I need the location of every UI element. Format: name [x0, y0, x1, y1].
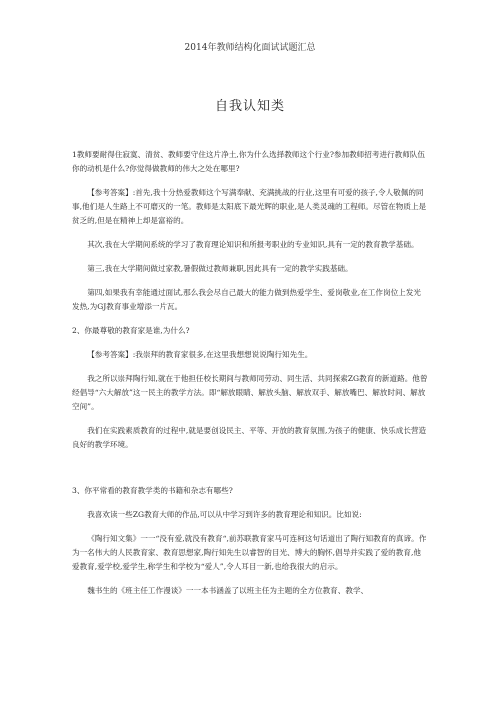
section-title: 自我认知类	[214, 99, 285, 114]
answer-3-paragraph-1: 我喜欢读一些ZG教育大师的作品,可以从中学习到许多的教育理论和知识。比如说:	[87, 510, 362, 519]
document-title: 2014年教师结构化面试试题汇总	[184, 43, 316, 53]
answer-1-paragraph-2: 其次,我在大学期间系统的学习了教育理论知识和所报考职业的专业知识,具有一定的教育教学基础。	[87, 240, 419, 249]
question-3: 3、你平常看的教育教学类的书籍和杂志有哪些?	[72, 486, 233, 495]
question-2: 2、你最尊敬的教育家是谁,为什么?	[72, 326, 190, 335]
question-1: 1教师要耐得住寂寞、清贫、教师要守住这片净土,你为什么选择教师这个行业?参加教师招考进行教师队伍你的动机是什么?你觉得做教师的伟大之处在哪里?	[72, 150, 426, 173]
answer-2-paragraph-1: 【参考答案】:我崇拜的教育家很多,在这里我想想说说陶行知先生。	[87, 350, 313, 359]
answer-1-paragraph-4: 第四,如果我有幸能通过面试,那么我会尽自己最大的能力做到热爱学生、爱岗敬业,在工作岗位上发光发热,为GJ教育事业增添一片瓦。	[72, 288, 421, 311]
answer-1-paragraph-1: 【参考答案】:首先,我十分热爱教师这个写满奉献、充满挑战的行业,这里有可爱的孩子,令人敬佩的同事,他们是人生路上不可磨灭的一笔。教师是太阳底下最光辉的职业,是人类灵魂的工程师。尽管在物质上是贫乏的,但是在精神上却是富裕的。	[72, 188, 427, 225]
answer-3-paragraph-2: 《陶行知文集》一一“没有爱,就没有教育“,前苏联教育家马可连柯这句话道出了陶行知教育的真谛。作为一名伟大的人民教育家、教育思想家,陶行知先生以睿智的目光、博大的胸怀,倡导并实践了爱的教育,他爱教育,爱学校,爱学生,称学生和学校为“爱人”,令人耳目一新,也给我很大的启示。	[72, 534, 427, 571]
answer-2-paragraph-2: 我之所以崇拜陶行知,就在于他担任校长期间与教师同劳动、同生活、共同探索ZG教育的新道路。他曾经倡导“六大解放”这一民主的教学方法。即“解放眼睛、解放头脑、解放双手、解放嘴巴、解放时间、解放空间”。	[72, 374, 428, 411]
answer-2-paragraph-3: 我们在实践素质教育的过程中,就是要创设民主、平等、开放的教育氛围,为孩子的健康、快乐成长营造良好的教学环境。	[72, 426, 427, 449]
document-body	[72, 148, 428, 598]
answer-1-paragraph-3: 第三,我在大学期间做过家教,暑假做过教师兼职,因此具有一定的教学实践基础。	[87, 264, 353, 273]
answer-3-paragraph-3: 魏书生的《班主任工作漫谈》一一本书涵盖了以班主任为主题的全方位教育、教学、	[87, 586, 369, 595]
